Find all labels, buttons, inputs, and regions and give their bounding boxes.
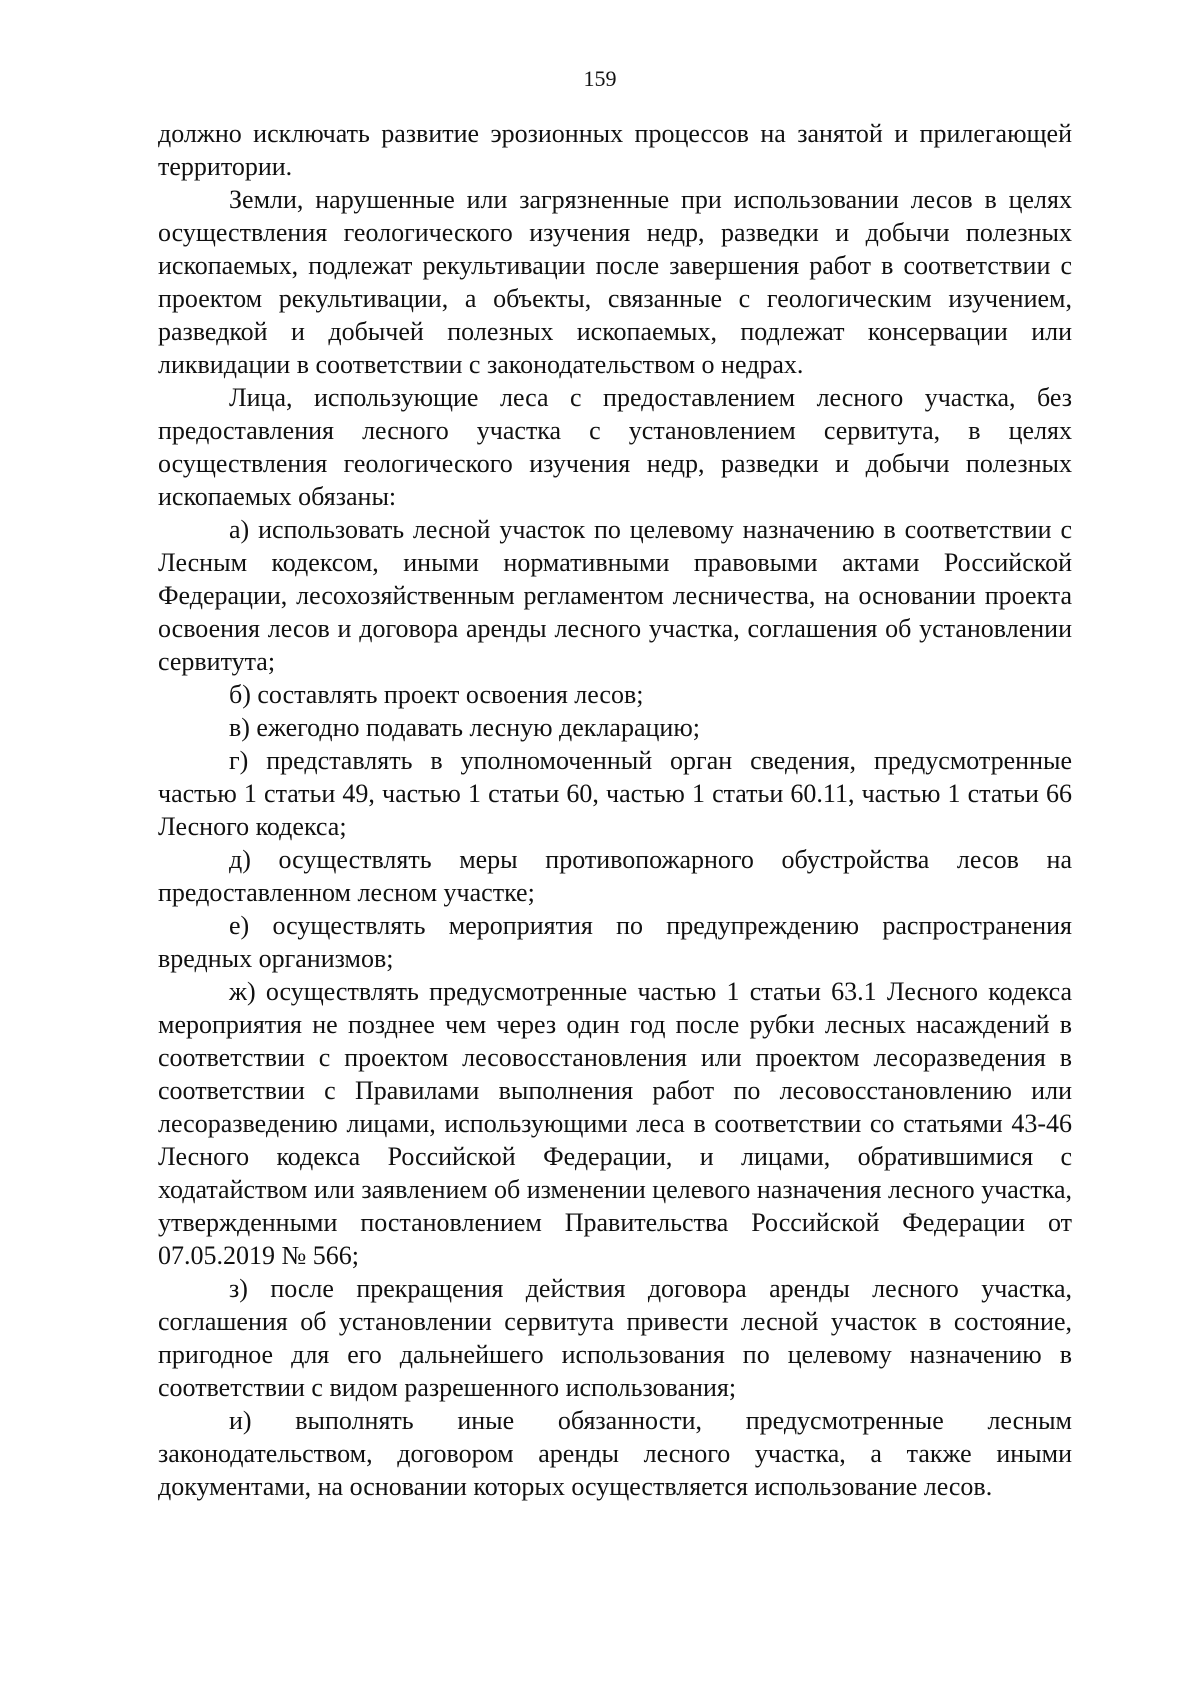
list-item-zh: ж) осуществлять предусмотренные частью 1 статьи 63.1 Лесного кодекса мероприятия не позднее чем через один год после рубки лесных насаждений в соответствии с проектом лесовосстановления или проектом лесоразведения в соответствии с Правилами выполнения работ по лесовосстановлению или лесоразведению лицами, использующими леса в соответствии со статьями 43-46 Лесного кодекса Российской Федерации, и лицами, обратившимися с ходатайством или заявлением об изменении целевого назначения лесного участка, утвержденными постановлением Правительства Российской Федерации от 07.05.2019 № 566;: [158, 977, 1072, 1270]
paragraph-continuation: должно исключать развитие эрозионных процессов на занятой и прилегающей территории.: [158, 119, 1072, 181]
paragraph-obligations-intro: Лица, использующие леса с предоставлением лесного участка, без предоставления лесного участка с установлением сервитута, в целях осуществления геологического изучения недр, разведки и добычи полезных ископаемых обязаны:: [158, 383, 1072, 511]
list-item-b: б) составлять проект освоения лесов;: [229, 680, 644, 709]
list-item-z: з) после прекращения действия договора аренды лесного участка, соглашения об установлении сервитута привести лесной участок в состояние, пригодное для его дальнейшего использования по целевому назначению в соответствии с видом разрешенного использования;: [158, 1274, 1072, 1402]
list-item-e: е) осуществлять мероприятия по предупреждению распространения вредных организмов;: [158, 911, 1072, 973]
list-item-d: д) осуществлять меры противопожарного обустройства лесов на предоставленном лесном участке;: [158, 845, 1072, 907]
list-item-g: г) представлять в уполномоченный орган сведения, предусмотренные частью 1 статьи 49, частью 1 статьи 60, частью 1 статьи 60.11, частью 1 статьи 66 Лесного кодекса;: [158, 746, 1072, 841]
paragraph-reclamation: Земли, нарушенные или загрязненные при использовании лесов в целях осуществления геологического изучения недр, разведки и добычи полезных ископаемых, подлежат рекультивации после завершения работ в соответствии с проектом рекультивации, а объекты, связанные с геологическим изучением, разведкой и добычей полезных ископаемых, подлежат консервации или ликвидации в соответствии с законодательством о недрах.: [158, 185, 1072, 379]
document-body: [158, 117, 1072, 1503]
list-item-i: и) выполнять иные обязанности, предусмотренные лесным законодательством, договором аренды лесного участка, а также иными документами, на основании которых осуществляется использование лесов.: [158, 1406, 1072, 1501]
list-item-a: а) использовать лесной участок по целевому назначению в соответствии с Лесным кодексом, иными нормативными правовыми актами Российской Федерации, лесохозяйственным регламентом лесничества, на основании проекта освоения лесов и договора аренды лесного участка, соглашения об установлении сервитута;: [158, 515, 1072, 676]
list-item-v: в) ежегодно подавать лесную декларацию;: [229, 713, 700, 742]
page-number: 159: [583, 66, 617, 91]
